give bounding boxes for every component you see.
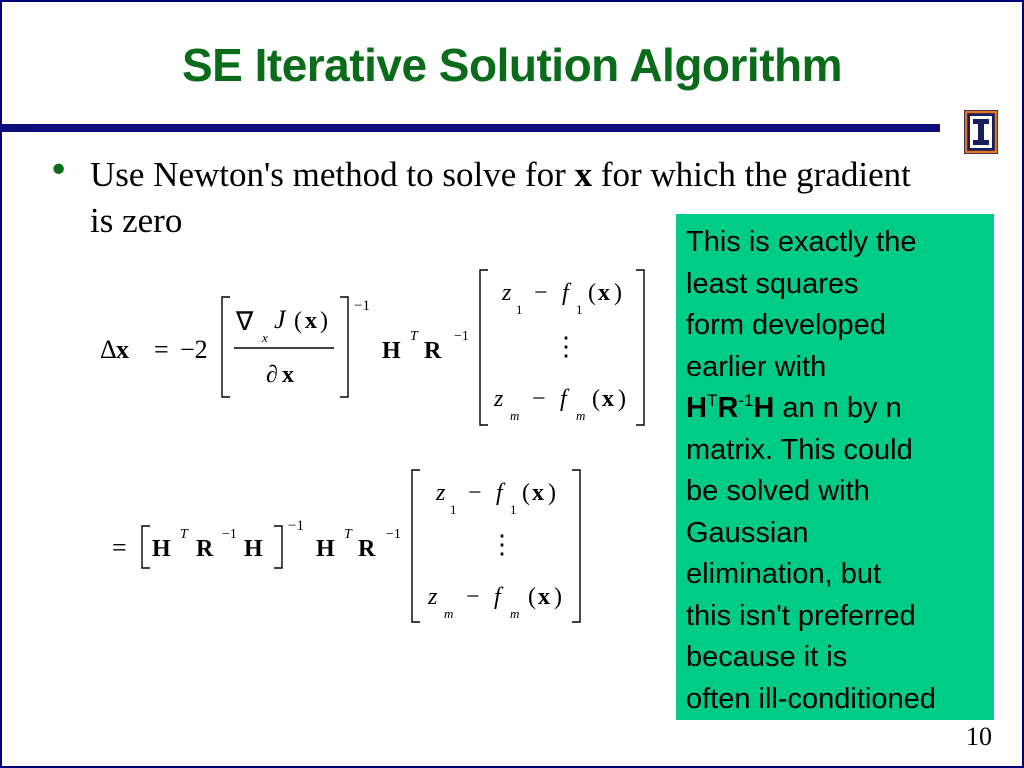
callout-R: R xyxy=(717,392,739,424)
eq2-inverse-exp: −1 xyxy=(288,518,304,534)
eq1-fm-rp: ) xyxy=(618,386,626,412)
eq1-x: x xyxy=(116,335,129,364)
eq1-z1: z xyxy=(502,280,512,306)
eq2-equals: = xyxy=(112,533,127,562)
callout-line-9: elimination, but xyxy=(686,558,882,590)
eq2-T2: T xyxy=(344,527,352,542)
eq1-minus-two: −2 xyxy=(180,335,208,364)
eq2-right-bracket xyxy=(274,526,282,568)
eq2-H3: H xyxy=(316,536,335,562)
eq2-minus1: − xyxy=(468,480,482,506)
eq1-vdots: ⋮ xyxy=(553,332,579,361)
eq2-f1-rp: ) xyxy=(548,480,556,506)
eq2-fm: f xyxy=(494,584,501,610)
callout-line-8: Gaussian xyxy=(686,516,809,549)
eq1-partial: ∂ xyxy=(266,362,278,388)
callout-line-10: this isn't preferred xyxy=(686,599,916,632)
eq1-z1-sub: 1 xyxy=(516,302,523,317)
eq1-T: T xyxy=(410,329,418,344)
eq2-minus-m: − xyxy=(466,584,480,610)
bullet-text-after: for which the gradient is zero xyxy=(90,155,911,240)
eq1-vector-right-bracket xyxy=(636,270,644,425)
callout-T: T xyxy=(706,391,718,410)
eq2-R1-exp: −1 xyxy=(222,527,237,542)
eq1-partial-x: x xyxy=(282,362,294,388)
eq1-f1-lp: ( xyxy=(588,280,596,306)
eq1-f1-sub: 1 xyxy=(576,302,583,317)
eq2-R1: R xyxy=(196,536,214,562)
eq1-H: H xyxy=(382,338,401,364)
eq2-zm: z xyxy=(428,584,438,610)
eq1-lp: ( xyxy=(294,308,302,334)
eq1-inverse-exp: −1 xyxy=(354,298,370,314)
eq2-T1: T xyxy=(180,527,188,542)
eq1-f1-x: x xyxy=(598,280,610,306)
eq1-fm-lp: ( xyxy=(592,386,600,412)
callout-line-11: because it is xyxy=(686,641,848,673)
eq1-zm: z xyxy=(494,386,504,412)
callout-line-6: matrix. This could xyxy=(686,433,913,466)
equation-1 xyxy=(100,270,644,425)
page-number: 10 xyxy=(966,722,992,751)
eq1-fm-sub: m xyxy=(576,408,586,423)
eq1-vector-left-bracket xyxy=(480,270,488,425)
eq1-minus-m: − xyxy=(532,386,546,412)
eq2-H2: H xyxy=(244,536,263,562)
eq2-z1-sub: 1 xyxy=(450,502,457,517)
callout-line-1: This is exactly the xyxy=(686,226,917,258)
eq2-fm-sub: m xyxy=(510,606,520,621)
eq1-R: R xyxy=(424,338,442,364)
equation-2 xyxy=(112,470,580,622)
eq1-f1-rp: ) xyxy=(614,280,622,306)
callout-box xyxy=(676,214,994,720)
university-block-i-logo-icon xyxy=(964,110,998,154)
eq2-vector-right-bracket xyxy=(572,470,580,622)
callout-line-12: often ill-conditioned xyxy=(686,682,936,715)
eq1-left-bracket xyxy=(222,297,230,397)
eq2-f1: f xyxy=(496,480,503,506)
callout-line-3: form developed xyxy=(686,309,886,341)
eq2-f1-lp: ( xyxy=(522,480,530,506)
eq2-left-bracket xyxy=(142,526,150,568)
bullet-text-before: Use Newton's method to solve for xyxy=(90,155,575,194)
eq1-sub-x: x xyxy=(262,330,268,345)
callout-line-4: earlier with xyxy=(686,350,827,383)
eq1-f1: f xyxy=(562,280,569,306)
eq2-R2-exp: −1 xyxy=(386,527,401,542)
eq1-right-bracket xyxy=(340,297,348,397)
bullet-marker: • xyxy=(48,150,70,191)
eq2-vdots: ⋮ xyxy=(489,530,515,559)
eq2-fm-lp: ( xyxy=(528,584,536,610)
eq1-fm: f xyxy=(560,386,567,412)
eq2-f1-sub: 1 xyxy=(510,502,517,517)
eq2-vector-left-bracket xyxy=(412,470,420,622)
slide-title: SE Iterative Solution Algorithm xyxy=(181,39,843,91)
eq1-nabla: ∇ xyxy=(236,307,254,336)
callout-H: H xyxy=(686,392,707,424)
eq1-J: J xyxy=(274,305,286,334)
callout-line-5-rest: an n by n xyxy=(774,392,902,424)
callout-line-5 xyxy=(686,388,994,430)
eq1-bold-x: x xyxy=(305,308,317,334)
eq1-equals: = xyxy=(154,335,169,364)
eq1-rp: ) xyxy=(320,308,328,334)
bullet-bold-var: x xyxy=(574,155,593,194)
eq1-delta: Δ xyxy=(100,335,117,364)
eq2-H1: H xyxy=(152,536,171,562)
callout-line-7: be solved with xyxy=(686,475,870,507)
eq2-fm-x: x xyxy=(538,584,550,610)
callout-line-2: least squares xyxy=(686,267,859,300)
eq1-zm-sub: m xyxy=(510,408,520,423)
eq2-z1: z xyxy=(436,480,446,506)
eq1-minus1: − xyxy=(534,280,548,306)
callout-neg1: -1 xyxy=(738,391,754,410)
eq2-R2: R xyxy=(358,536,376,562)
eq2-f1-x: x xyxy=(532,480,544,506)
eq2-zm-sub: m xyxy=(444,606,454,621)
callout-H2: H xyxy=(753,392,775,424)
eq2-fm-rp: ) xyxy=(554,584,562,610)
eq1-fm-x: x xyxy=(602,386,614,412)
eq1-R-exp: −1 xyxy=(454,329,469,344)
